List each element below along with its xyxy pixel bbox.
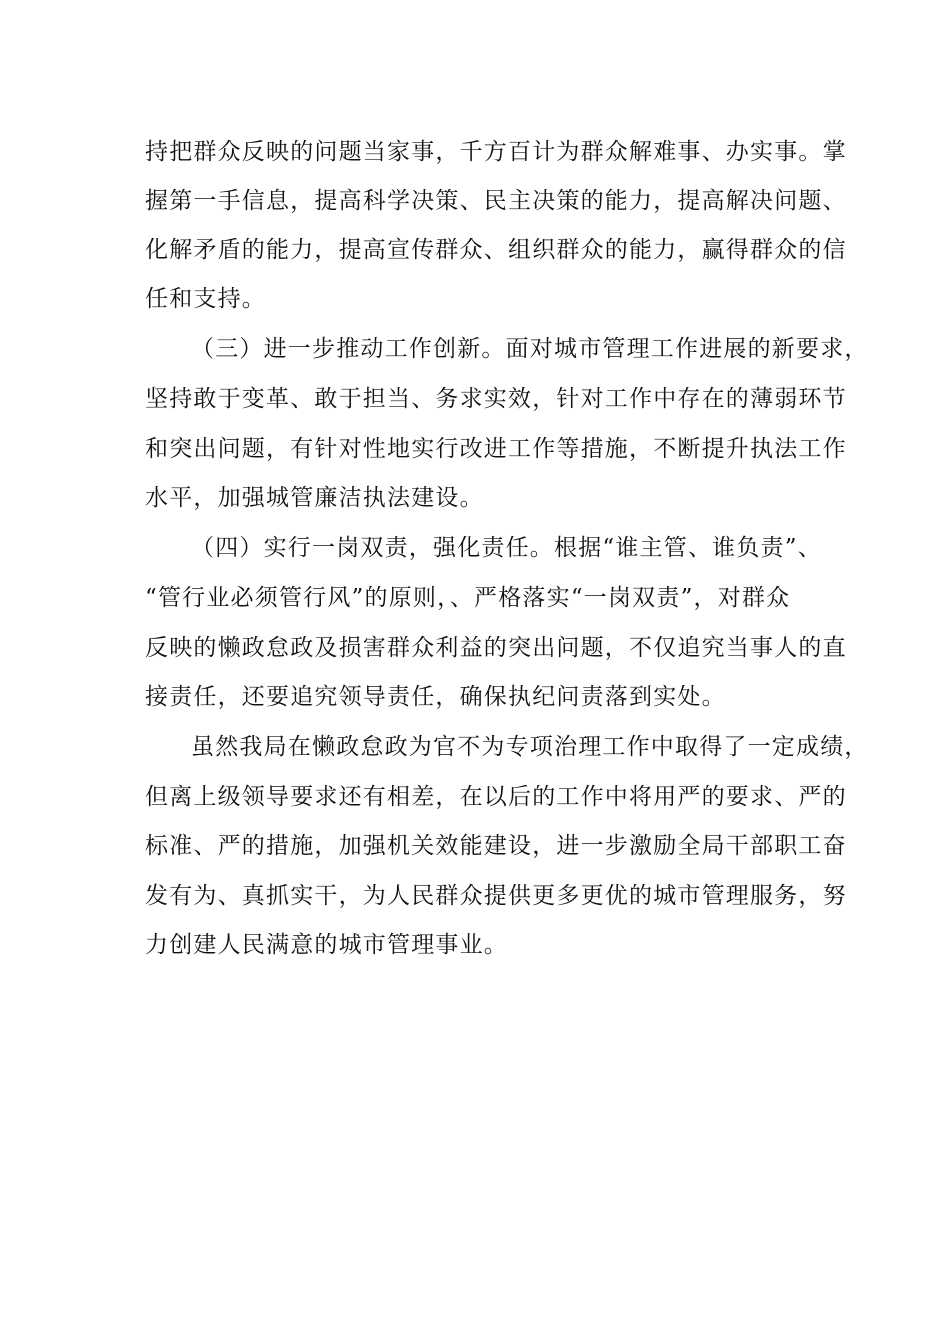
text-line: “管行业必须管行风”的原则，、严格落实“一岗双责”，对群众 [145,585,791,611]
text-line: 但离上级领导要求还有相差，在以后的工作中将用严的要求、严的 [145,784,847,810]
text-line: 水平，加强城管廉洁执法建设。 [145,485,484,511]
text-line: 任和支持。 [145,286,266,312]
text-line: 持把群众反映的问题当家事，千方百计为群众解难事、办实事。掌 [145,139,847,165]
text-line: 反映的懒政怠政及损害群众利益的突出问题，不仅追究当事人的直 [145,635,847,661]
text-line: 握第一手信息，提高科学决策、民主决策的能力，提高解决问题、 [145,188,847,214]
text-line: 化解矛盾的能力，提高宣传群众、组织群众的能力，赢得群众的信 [145,237,847,263]
text-line: 接责任，还要追究领导责任，确保执纪问责落到实处。 [145,684,726,710]
text-line: 发有为、真抓实干，为人民群众提供更多更优的城市管理服务，努 [145,883,847,909]
text-line: 坚持敢于变革、敢于担当、务求实效，针对工作中存在的薄弱环节 [145,386,847,412]
text-line: 力创建人民满意的城市管理事业。 [145,932,508,958]
paragraph-4-heading-line: （四）实行一岗双责，强化责任。根据“谁主管、谁负责”、 [191,535,822,561]
text-line: 标准、严的措施，加强机关效能建设，进一步激励全局干部职工奋 [145,833,847,859]
text-line: 和突出问题，有针对性地实行改进工作等措施，不断提升执法工作 [145,436,847,462]
conclusion-first-line: 虽然我局在懒政怠政为官不为专项治理工作中取得了一定成绩， [191,734,869,760]
paragraph-3-heading-line: （三）进一步推动工作创新。面对城市管理工作进展的新要求， [191,336,869,362]
